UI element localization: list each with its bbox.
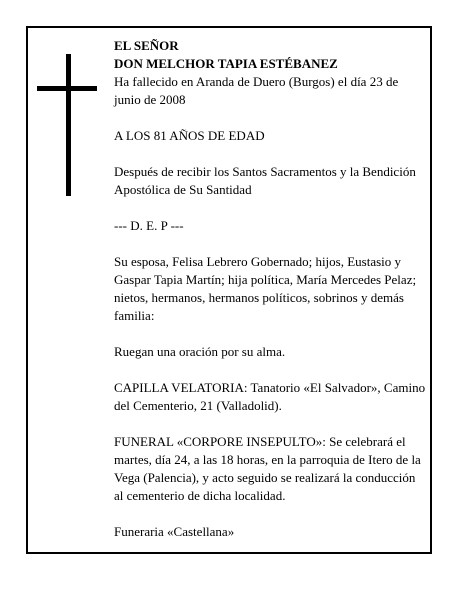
funeral-line: FUNERAL «CORPORE INSEPULTO»: Se celebrará el martes, día 24, a las 18 horas, en la parroquia de Itero de la Vega (Palencia), y acto seguido se realizará la conducción al cementerio de dicha localidad. [114, 434, 421, 503]
header-title: EL SEÑOR [114, 38, 179, 53]
funeral-home-line: Funeraria «Castellana» [114, 524, 235, 539]
deceased-name: DON MELCHOR TAPIA ESTÉBANEZ [114, 56, 338, 71]
age-line: A LOS 81 AÑOS DE EDAD [114, 128, 265, 143]
sacraments-line: Después de recibir los Santos Sacramentos y la Bendición Apostólica de Su Santidad [114, 164, 416, 197]
rip-line: --- D. E. P --- [114, 218, 184, 233]
cross-icon [66, 54, 71, 196]
chapel-line: CAPILLA VELATORIA: Tanatorio «El Salvador», Camino del Cementerio, 21 (Valladolid). [114, 380, 426, 413]
death-notice: Ha fallecido en Aranda de Duero (Burgos) el día 23 de junio de 2008 [114, 74, 399, 107]
obituary-text [114, 37, 426, 559]
prayer-line: Ruegan una oración por su alma. [114, 344, 286, 359]
family-line: Su esposa, Felisa Lebrero Gobernado; hijos, Eustasio y Gaspar Tapia Martín; hija política, María Mercedes Pelaz; nietos, hermanos, hermanos políticos, sobrinos y demás familia: [114, 254, 417, 323]
cross-icon-crossbar [37, 86, 97, 91]
